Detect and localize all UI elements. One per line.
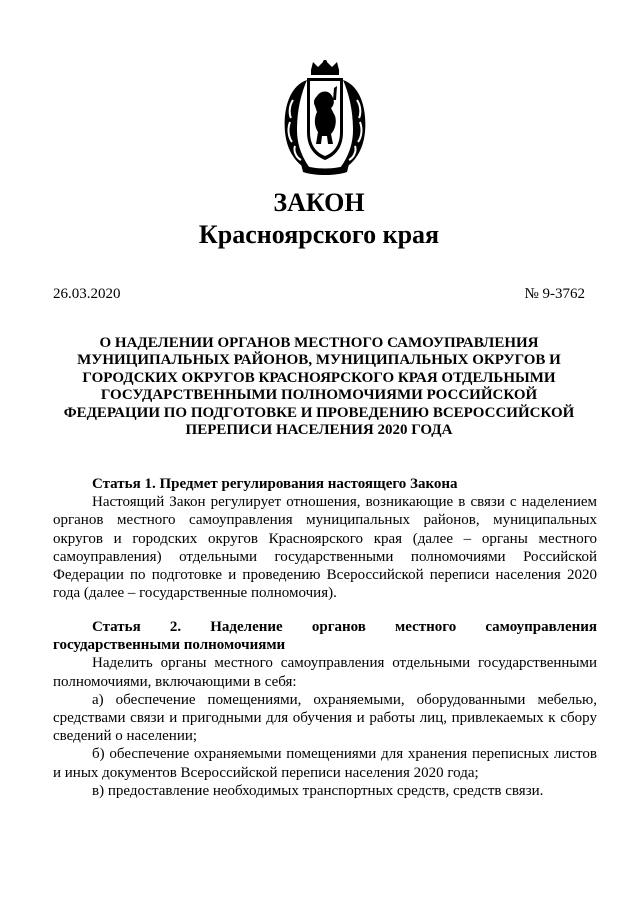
article-2 xyxy=(53,618,597,800)
law-heading-line: О НАДЕЛЕНИИ ОРГАНОВ МЕСТНОГО САМОУПРАВЛЕНИЯ xyxy=(99,335,539,351)
coat-of-arms-emblem xyxy=(277,60,373,180)
law-heading xyxy=(40,335,598,439)
article-2-item-c: в) предоставление необходимых транспортных средств, средств связи. xyxy=(92,782,544,799)
article-2-intro: Наделить органы местного самоуправления отдельными государственными полномочиями, включающими в себя: xyxy=(53,655,597,690)
region-title: Красноярского края xyxy=(198,220,440,249)
article-1-text: Настоящий Закон регулирует отношения, возникающие в связи с наделением органов местного самоуправления муниципальных районов, муниципальных округов и городских округов Красноярского края (далее – органы местного самоуправления) отдельными государственными полномочиями Российской Федерации по подготовке и проведению Всероссийской переписи населения 2020 года (далее – государственные полномочия). xyxy=(53,494,597,602)
article-2-title: Статья 2. Наделение органов местного самоуправления xyxy=(92,619,597,635)
article-2-item-b: б) обеспечение охраняемыми помещениями для хранения переписных листов и иных документов Всероссийской переписи населения 2020 года; xyxy=(53,746,597,781)
law-heading-line: ГОРОДСКИХ ОКРУГОВ КРАСНОЯРСКОГО КРАЯ ОТДЕЛЬНЫМИ xyxy=(82,369,556,386)
law-heading-line: ФЕДЕРАЦИИ ПО ПОДГОТОВКЕ И ПРОВЕДЕНИЮ ВСЕРОССИЙСКОЙ xyxy=(63,404,575,421)
article-2-item-a: а) обеспечение помещениями, охраняемыми, оборудованными мебелью, средствами связи и пригодными для обучения и работы лиц, привлекаемых к сбору сведений о населении; xyxy=(53,691,597,745)
document-type-title: ЗАКОН xyxy=(273,188,365,217)
law-heading-line: МУНИЦИПАЛЬНЫХ РАЙОНОВ, МУНИЦИПАЛЬНЫХ ОКРУГОВ И xyxy=(77,352,561,369)
article-1 xyxy=(53,475,597,602)
law-heading-line: ГОСУДАРСТВЕННЫМИ ПОЛНОМОЧИЯМИ РОССИЙСКОЙ xyxy=(100,387,538,404)
article-2-title-continued: государственными полномочиями xyxy=(53,637,286,654)
adoption-date: 26.03.2020 xyxy=(53,286,121,302)
law-number: № 9-3762 xyxy=(524,286,585,302)
law-heading-line: ПЕРЕПИСИ НАСЕЛЕНИЯ 2020 ГОДА xyxy=(185,422,453,439)
article-1-title: Статья 1. Предмет регулирования настоящего Закона xyxy=(92,476,458,492)
